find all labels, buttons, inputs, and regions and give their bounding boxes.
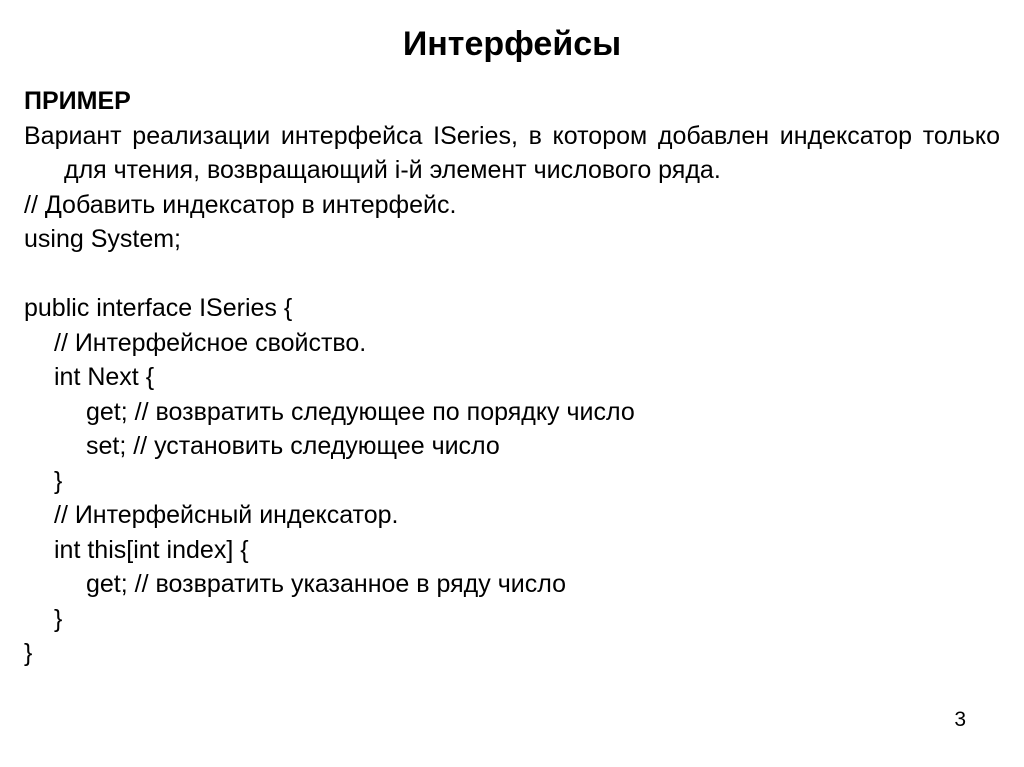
- slide-content: [24, 84, 1000, 671]
- description-paragraph: Вариант реализации интерфейса ISeries, в котором добавлен индексатор только для чтения, возвращающий i-й элемент числового ряда.: [24, 121, 1000, 184]
- code-line: // Добавить индексатор в интерфейс.: [24, 190, 457, 219]
- code-block: [24, 188, 1000, 671]
- blank-line: [24, 257, 1000, 292]
- slide-title: Интерфейсы: [402, 25, 622, 63]
- code-line: }: [54, 466, 63, 495]
- code-line: public interface ISeries {: [24, 294, 293, 322]
- code-line: }: [24, 639, 33, 667]
- code-line: }: [54, 604, 63, 633]
- page-number: 3: [954, 708, 966, 731]
- code-line: using System;: [24, 225, 182, 253]
- code-line: int this[int index] {: [54, 535, 249, 564]
- code-line: // Интерфейсное свойство.: [54, 328, 367, 357]
- code-line: get; // возвратить следующее по порядку число: [86, 397, 635, 426]
- code-line: // Интерфейсный индексатор.: [54, 501, 399, 529]
- code-line: get; // возвратить указанное в ряду число: [86, 570, 566, 598]
- code-line: set; // установить следующее число: [86, 432, 500, 460]
- example-heading: ПРИМЕР: [24, 87, 131, 115]
- code-line: int Next {: [54, 363, 155, 391]
